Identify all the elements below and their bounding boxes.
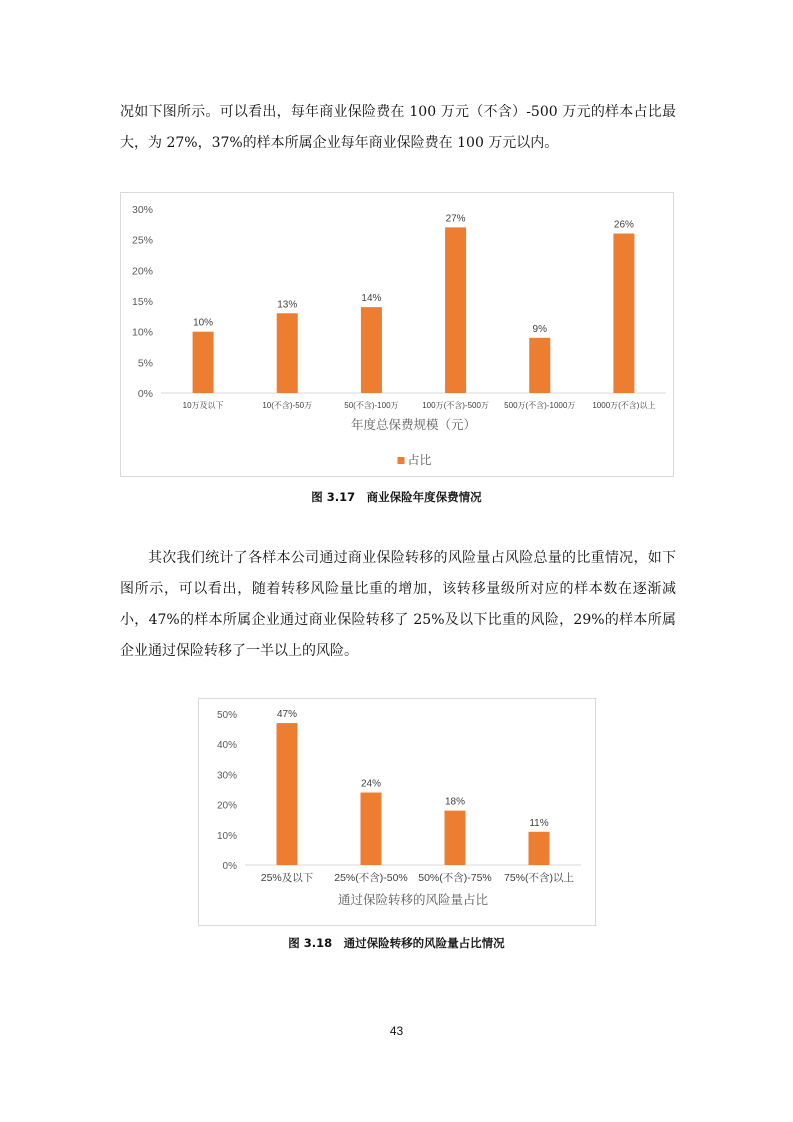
x-tick-label: 500万(不含)-1000万 (504, 401, 576, 410)
premium-chart (120, 192, 674, 477)
risk-transfer-chart (198, 698, 596, 926)
bar (361, 793, 382, 865)
x-tick-label: 25%(不含)-50% (334, 872, 408, 884)
bar (361, 307, 382, 393)
y-tick-label: 10% (131, 326, 153, 339)
x-tick-label: 10(不含)-50万 (262, 401, 313, 410)
data-label: 14% (361, 293, 382, 305)
data-label: 24% (360, 778, 382, 790)
data-label: 10% (193, 317, 214, 329)
bar (193, 332, 214, 393)
paragraph-2: 其次我们统计了各样本公司通过商业保险转移的风险量占风险总量的比重情况，如下图所示，可以看出，随着转移风险量比重的增加，该转移量级所对应的样本数在逐渐减小，47%的样本所属企业通过商业保险转移了 25%及以下比重的风险，29%的样本所属企业通过保险转移了一半以上的风险。 (120, 550, 676, 659)
bar (277, 313, 298, 393)
premium-chart-svg (121, 193, 673, 476)
x-tick-label: 25%及以下 (260, 872, 314, 884)
y-tick-label: 30% (216, 770, 237, 782)
data-label: 18% (444, 796, 466, 808)
data-label: 11% (529, 817, 549, 829)
legend-label: 占比 (407, 453, 432, 467)
x-tick-label: 75%(不含)以上 (503, 872, 575, 884)
bar (445, 811, 466, 865)
y-tick-label: 10% (216, 830, 237, 842)
bar (277, 723, 298, 865)
page-number: 43 (389, 1024, 404, 1038)
legend-swatch (398, 457, 405, 464)
bar (529, 832, 550, 865)
y-tick-label: 0% (137, 388, 153, 400)
x-tick-label: 50%(不含)-75% (418, 872, 492, 884)
data-label: 9% (532, 323, 547, 335)
data-label: 47% (276, 709, 298, 721)
bar (613, 234, 634, 393)
figure-caption-3-17: 图 3.17 商业保险年度保费情况 (311, 490, 482, 504)
y-tick-label: 0% (222, 861, 237, 872)
x-axis-title: 通过保险转移的风险量占比 (337, 893, 489, 907)
risk-transfer-chart-svg (199, 699, 595, 925)
y-tick-label: 40% (216, 740, 237, 752)
figure-caption-3-18: 图 3.18 通过保险转移的风险量占比情况 (288, 936, 505, 950)
data-label: 27% (445, 213, 466, 225)
data-label: 13% (277, 299, 298, 311)
x-tick-label: 50(不含)-100万 (344, 401, 399, 410)
y-tick-label: 20% (216, 800, 237, 812)
x-axis-title: 年度总保费规模（元） (350, 418, 477, 432)
data-label: 26% (613, 219, 634, 231)
y-tick-label: 50% (216, 710, 237, 721)
bar (529, 338, 550, 393)
paragraph-1: 况如下图所示。可以看出，每年商业保险费在 100 万元（不含）-500 万元的样本占比最大，为 27%，37%的样本所属企业每年商业保险费在 100 万元以内。 (120, 104, 676, 151)
y-tick-label: 15% (131, 296, 153, 308)
x-tick-label: 1000万(不含)以上 (592, 401, 656, 410)
y-tick-label: 25% (131, 234, 153, 247)
bar (445, 227, 466, 393)
y-tick-label: 30% (131, 204, 153, 216)
y-tick-label: 5% (137, 357, 153, 370)
x-tick-label: 100万(不含)-500万 (422, 401, 489, 410)
x-tick-label: 10万及以下 (182, 401, 224, 410)
y-tick-label: 20% (131, 265, 153, 278)
